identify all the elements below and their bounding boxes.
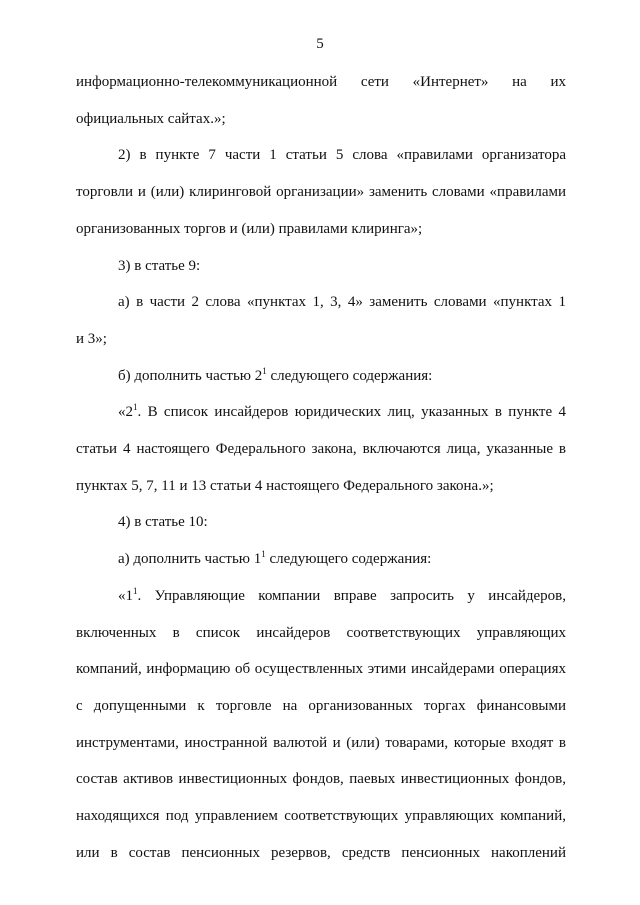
text-line: организованных торгов и (или) правилами клиринга»;: [76, 221, 423, 237]
text-line: [118, 549, 566, 569]
text-line: и 3»;: [76, 331, 107, 347]
superscript: 1: [133, 402, 138, 412]
text-line: или в состав пенсионных резервов, средств пенсионных накоплений: [76, 845, 566, 861]
text-line: 3) в статье 9:: [118, 258, 201, 274]
text-line: с допущенными к торговле на организованных торгах финансовыми: [76, 698, 566, 714]
text-line: пунктах 5, 7, 11 и 13 статьи 4 настоящего Федерального закона.»;: [76, 478, 494, 494]
text-line: включенных в список инсайдеров соответствующих управляющих: [76, 625, 566, 641]
text-line: статьи 4 настоящего Федерального закона, включаются лица, указанные в: [76, 441, 566, 457]
text-line: официальных сайтах.»;: [76, 111, 226, 127]
text-line: [118, 366, 566, 386]
text-segment: . Управляющие компании вправе запросить у инсайдеров,: [137, 588, 566, 604]
text-segment: «1: [118, 588, 133, 604]
page-number: 5: [316, 36, 324, 52]
text-line: 4) в статье 10:: [118, 514, 208, 530]
text-segment: а) дополнить частью 1: [118, 551, 262, 567]
text-segment: следующего содержания:: [265, 551, 432, 567]
text-line: информационно-телекоммуникационной сети «Интернет» на их: [76, 74, 566, 90]
text-line: торговли и (или) клиринговой организации» заменить словами «правилами: [76, 184, 566, 200]
superscript: 1: [133, 586, 138, 596]
text-line: компаний, информацию об осуществленных этими инсайдерами операциях: [76, 661, 566, 677]
text-line: 2) в пункте 7 части 1 статьи 5 слова «правилами организатора: [118, 147, 566, 163]
text-segment: следующего содержания:: [266, 368, 433, 384]
text-line: находящихся под управлением соответствующих управляющих компаний,: [76, 808, 566, 824]
text-segment: «2: [118, 404, 133, 420]
text-line: [118, 402, 566, 422]
superscript: 1: [262, 366, 267, 376]
text-segment: . В список инсайдеров юридических лиц, указанных в пункте 4: [137, 404, 566, 420]
text-line: состав активов инвестиционных фондов, паевых инвестиционных фондов,: [76, 771, 566, 787]
text-segment: б) дополнить частью 2: [118, 368, 263, 384]
text-line: [118, 586, 566, 606]
text-line: а) в части 2 слова «пунктах 1, 3, 4» заменить словами «пунктах 1: [118, 294, 566, 310]
superscript: 1: [261, 549, 266, 559]
text-line: инструментами, иностранной валютой и (или) товарами, которые входят в: [76, 735, 566, 751]
